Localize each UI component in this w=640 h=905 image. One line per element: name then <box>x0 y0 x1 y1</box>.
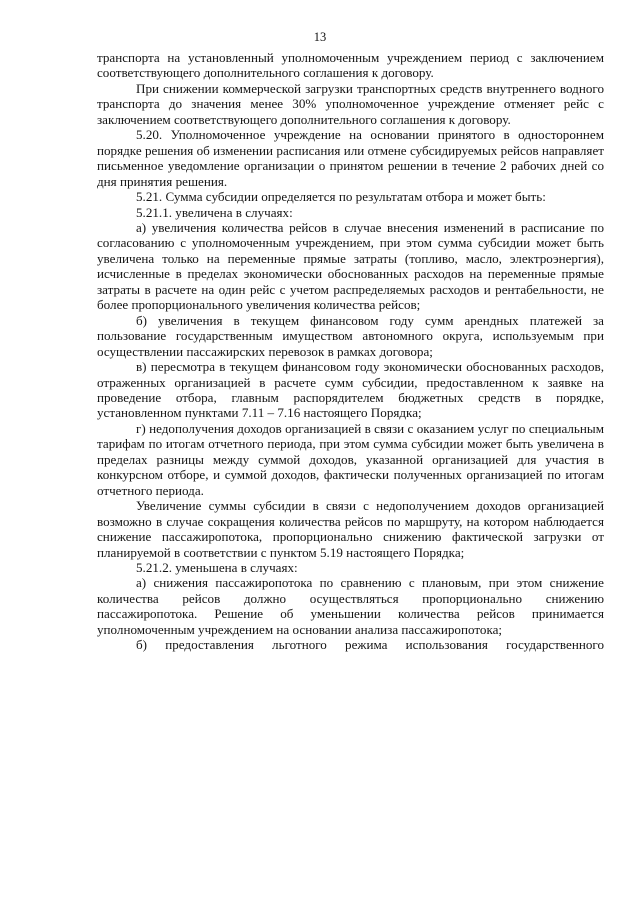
paragraph-5-21-2-b: б) предоставления льготного режима использования государственного <box>136 637 604 653</box>
paragraph-5-21-1-b: б) увеличения в текущем финансовом году сумм арендных платежей за пользование государственным имуществом автономного округа, используемым при осуществлении пассажирских перевозок в рамках договора; <box>97 312 604 359</box>
paragraph-5-21-1: 5.21.1. увеличена в случаях: <box>136 204 293 220</box>
paragraph-subsidy-increase-condition: Увеличение суммы субсидии в связи с недополучением доходов организацией возможно в случае сокращения количества рейсов по маршруту, на котором наблюдается снижение пассажиропотока, пропорционально снижению фактической загрузки от планируемой в соответствии с пунктом 5.19 настоящего Порядка; <box>97 498 604 560</box>
paragraph-5-21-2-a: а) снижения пассажиропотока по сравнению с плановым, при этом снижение количества рейсов должно осуществляться пропорционально снижению пассажиропотока. Решение об уменьшении количества рейсов принимается уполномоченным учреждением на основании анализа пассажиропотока; <box>97 575 604 637</box>
paragraph-5-21-1-a: а) увеличения количества рейсов в случае внесения изменений в расписание по согласованию с уполномоченным учреждением, при этом сумма субсидии может быть увеличена только на переменные прямые затраты (топливо, масло, электроэнергия), исчисленные в пределах экономически обоснованных расходов на переменные прямые затраты в расчете на один рейс с учетом распределяемых расходов и рентабельности, не более пропорционального увеличения количества рейсов; <box>97 219 604 313</box>
paragraph-5-21-1-v: в) пересмотра в текущем финансовом году экономически обоснованных расходов, отраженных организацией в расчете сумм субсидии, предоставленном к заявке на проведение отбора, главным распорядителем бюджетных средств в порядке, установленном пунктами 7.11 – 7.16 настоящего Порядка; <box>97 359 604 421</box>
paragraph-5-20: 5.20. Уполномоченное учреждение на основании принятого в одностороннем порядке решения об изменении расписания или отмене субсидируемых рейсов направляет письменное уведомление организации о принятом решении в течение 2 рабочих дней со дня принятия решения. <box>97 127 604 189</box>
document-body <box>97 50 604 653</box>
paragraph-water-transport-load: При снижении коммерческой загрузки транспортных средств внутреннего водного транспорта до значения менее 30% уполномоченное учреждение отменяет рейс с заключением соответствующего дополнительного соглашения к договору. <box>97 80 604 127</box>
paragraph-5-21-2: 5.21.2. уменьшена в случаях: <box>136 559 298 575</box>
paragraph-5-21: 5.21. Сумма субсидии определяется по результатам отбора и может быть: <box>136 189 546 205</box>
paragraph-continuation: транспорта на установленный уполномоченным учреждением период с заключением соответствующего дополнительного соглашения к договору. <box>97 50 604 81</box>
page-number: 13 <box>313 30 327 44</box>
paragraph-5-21-1-g: г) недополучения доходов организацией в связи с оказанием услуг по специальным тарифам по итогам отчетного периода, при этом сумма субсидии может быть увеличена в пределах разницы между суммой доходов, указанной организацией для участия в конкурсном отборе, и суммой доходов, фактически полученных организацией по итогам отчетного периода. <box>97 420 604 498</box>
